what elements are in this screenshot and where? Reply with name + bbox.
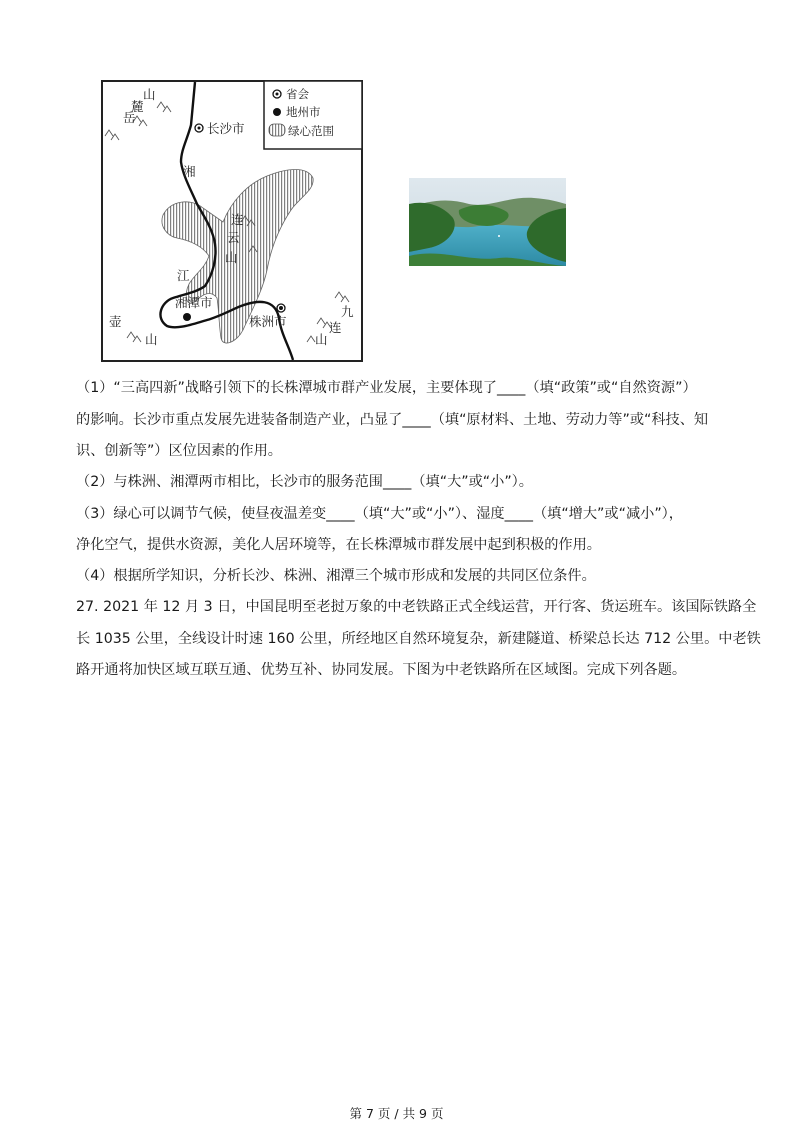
- question-4: （4）根据所学知识，分析长沙、株洲、湘潭三个城市形成和发展的共同区位条件。: [76, 568, 596, 584]
- xiang-river-label-1: 湘: [183, 164, 196, 179]
- lianyun-mountain-label-2: 云: [227, 230, 240, 245]
- legend-prefecture-label: 地州市: [286, 105, 321, 119]
- zhuzhou-label: 株洲市: [249, 314, 287, 329]
- legend-green-heart-label: 绿心范围: [288, 124, 334, 138]
- question-1-line-3: 识、创新等”）区位因素的作用。: [76, 443, 282, 459]
- changsha-label: 长沙市: [207, 121, 245, 136]
- lianyun-mountain-label-3: 山: [225, 250, 238, 265]
- green-heart-legend-icon: [269, 124, 285, 136]
- question-27-line-3: 路开通将加快区域互联互通、优势互补、协同发展。下图为中老铁路所在区域图。完成下列各题。: [76, 662, 687, 678]
- question-27-line-2: 长 1035 公里，全线设计时速 160 公里，所经地区自然环境复杂，新建隧道、桥梁总长达 712 公里。中老铁: [76, 631, 761, 647]
- xiangtan-label: 湘潭市: [175, 295, 213, 310]
- lake-landscape-photo: [409, 178, 566, 266]
- question-1-line-2: 的影响。长沙市重点发展先进装备制造产业，凸显了____（填“原材料、土地、劳动力等”或“科技、知: [76, 412, 709, 428]
- jiulian-mountain-label-3: 山: [315, 332, 328, 347]
- prefecture-city-legend-icon: [273, 108, 281, 116]
- yuelu-mountain-label-3: 山: [143, 87, 156, 102]
- jiulian-mountain-label-1: 九: [341, 304, 354, 319]
- question-3-line-1: （3）绿心可以调节气候，使昼夜温差变____（填“大”或“小”）、湿度____（填“增大”或“减小”），: [76, 506, 683, 522]
- jiulian-mountain-label-2: 连: [329, 320, 342, 335]
- yuelu-mountain-label-1: 岳: [123, 110, 136, 125]
- xiang-river-label-2: 江: [177, 268, 190, 283]
- question-3-line-2: 净化空气，提供水资源，美化人居环境等，在长株潭城市群发展中起到积极的作用。: [76, 537, 601, 553]
- hu-mountain-label-2: 山: [145, 332, 158, 347]
- page-number: 第 7 页 / 共 9 页: [349, 1106, 444, 1121]
- question-27-line-1: 27. 2021 年 12 月 3 日，中国昆明至老挝万象的中老铁路正式全线运营，开行客、货运班车。该国际铁路全: [76, 599, 757, 615]
- question-2: （2）与株洲、湘潭两市相比，长沙市的服务范围____（填“大”或“小”）。: [76, 474, 533, 490]
- legend-capital-label: 省会: [286, 87, 309, 101]
- changzhutan-map: [101, 80, 363, 362]
- hu-mountain-label-1: 壶: [109, 314, 122, 329]
- lianyun-mountain-label-1: 连: [231, 212, 244, 227]
- xiangtan-city-icon: [183, 313, 191, 321]
- yuelu-mountain-label-2: 麓: [131, 99, 144, 114]
- question-1-line-1: （1）“三高四新”战略引领下的长株潭城市群产业发展，主要体现了____（填“政策”或“自然资源”）: [76, 380, 697, 396]
